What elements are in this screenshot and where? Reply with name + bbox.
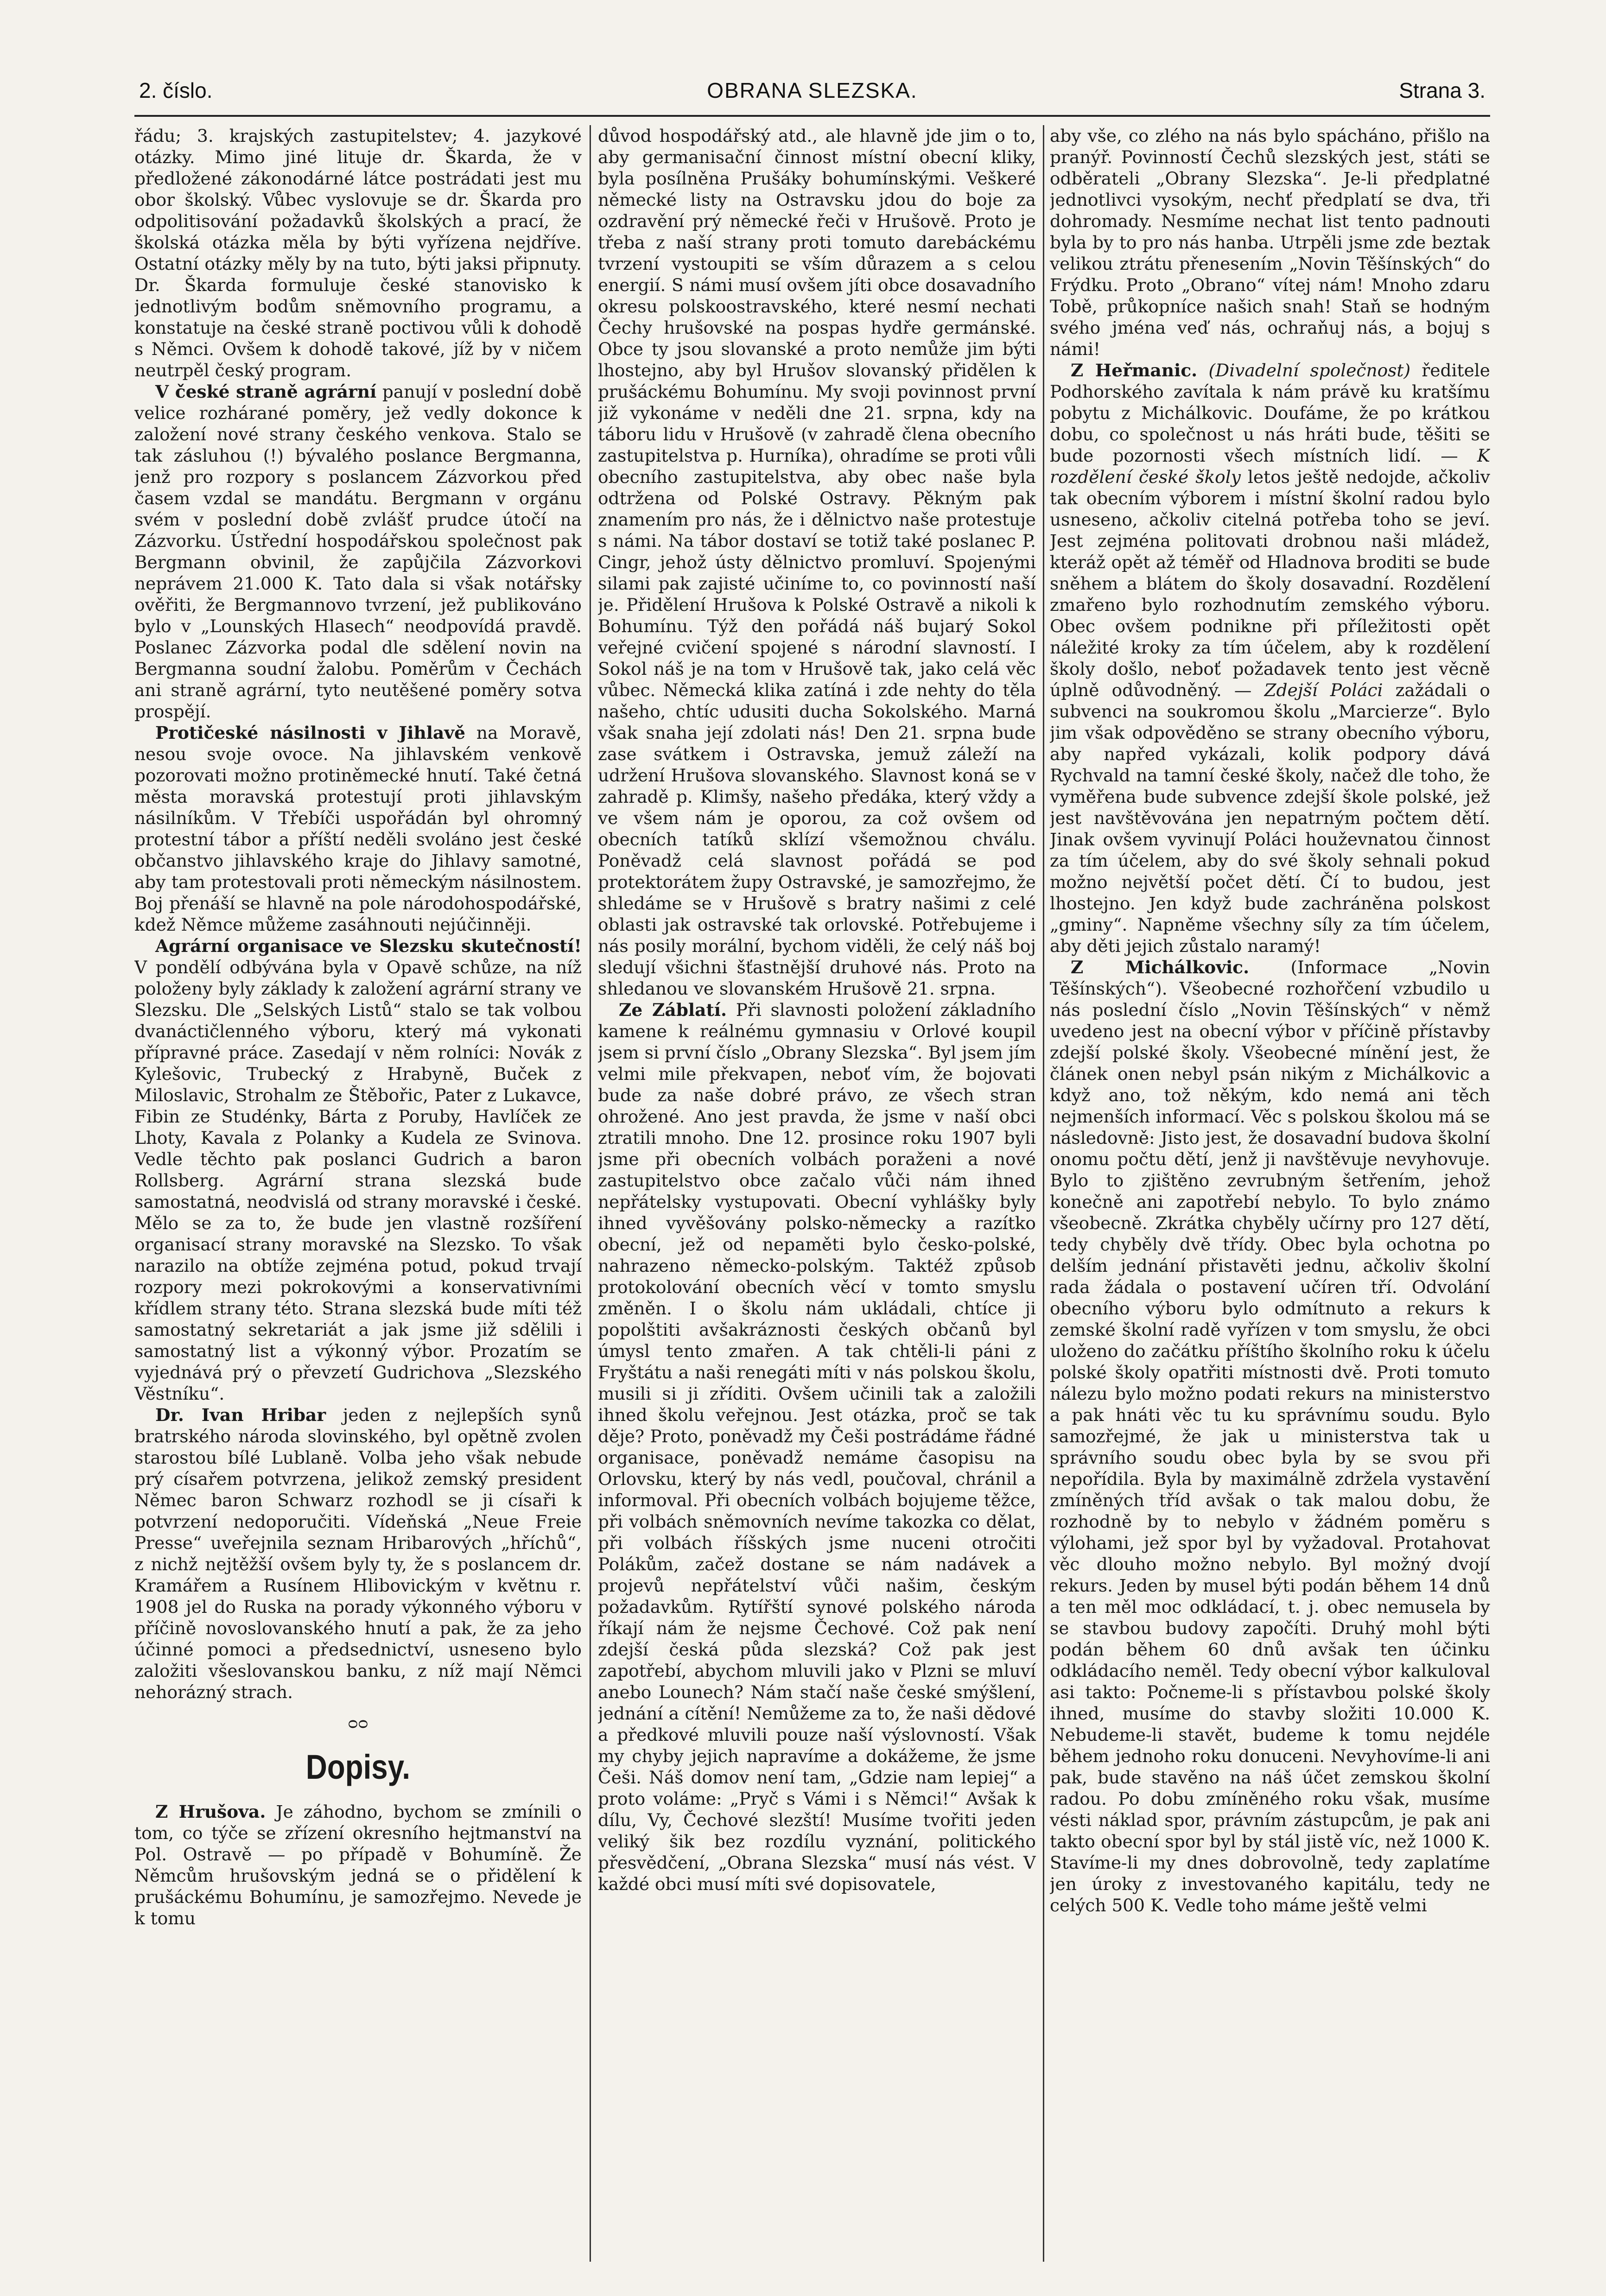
article-heading: Z Heřmanic. [1071,360,1198,381]
article-paragraph [134,722,582,935]
article-paragraph [134,935,582,1404]
column-1 [134,125,582,2262]
newspaper-title: OBRANA SLEZSKA. [707,78,918,102]
page-number: Strana 3. [1399,78,1485,102]
article-paragraph [134,1404,582,1703]
article-paragraph [598,999,1036,1895]
article-subheading: Zdejší Poláci [1251,680,1383,700]
section-ornament: ᴑᴑ [348,1714,368,1732]
article-paragraph: aby vše, co zlého na nás bylo spácháno, přišlo na pranýř. Povinností Čechů slezských jest, státi se odběrateli „Obrany Slezska“. Je-li předplatné jednotlivci vysokým, nechť předplatí se dva, tři dohromady. Nesmíme nechat list tento padnouti byla by to pro nás hanba. Utrpěli jsme zde beztak velikou ztrátu přenesením „Novin Těšínských“ do Frýdku. Proto „Obrano“ vítej nám! Mnoho zdaru Tobě, průkopníce našich snah! Staň se hodným svého jména veď nás, ochraňuj nás, a bojuj s námi! [1050,126,1490,359]
header-rule [134,115,1490,117]
column-3 [1050,125,1490,2262]
article-text: ředitele Podhorského zavítala k nám právě ku kratšímu pobytu z Michálkovic. Doufáme, že po krátkou dobu, co společnost u nás hráti bude, těšiti se bude pozornosti všech místních lidí. — [1050,360,1490,466]
article-subheading: K rozdělení české školy [1050,445,1490,487]
column-2 [598,125,1036,2262]
page-header [134,70,1490,111]
article-text: (Informace „Novin Těšínských“). Všeobecné rozhořčení vzbudilo u nás poslední číslo „Novin Těšínských“ v němž uvedeno jest na obecní výbor v příčině přístavby zdejší polské školy. Všeobecné mínění jest, že článek onen nebyl psán nikým z Michálkovic a když ano, tož někým, kdo nemá ani těch nejmenších informací. Věc s polskou školou má se následovně: Jisto jest, že dosavadní budova školní onomu počtu dětí, jenž ji navštěvuje nevyhovuje. Bylo to zjištěno zevrubným šetřením, jehož konečně ani zapotřebí nebylo. To bylo známo všeobecně. Zkrátka chyběly učírny pro 127 dětí, tedy chyběly dvě třídy. Obec byla ochotna po delším jednání přistavěti jednu, ačkoliv školní rada žádala o postavení učíren tří. Odvolání obecního výboru bylo odmítnuto a rekurs k zemské školní radě vyřízen v tom smyslu, že obci uloženo do začátku příštího školního roku k účelu polské školy opatřiti místnosti dvě. Proti tomuto nálezu bylo možno podati rekurs na ministerstvo a pak hnáti věc tu ku správnímu soudu. Bylo samozřejmé, že jak u ministerstva tak u správního soudu obec byla by se svou při nepořídila. Byla by maximálně zdržela vystavění zmíněných tříd avšak o tak malou dobu, že rozhodně by to nebylo v žádném poměru s výlohami, jež spor byl by vyžadoval. Protahovat věc dlouho možno nebylo. Byl možný dvojí rekurs. Jeden by musel býti podán během 14 dnů a ten měl moc odkládací, t. j. obec nemusela by se stavbou budovy započíti. Druhý mohl býti podán během 60 dnů avšak ten účinku odkládacího neměl. Tedy obecní výbor kalkuloval asi takto: Počneme-li s přístavbou polské školy ihned, musíme do stavby složiti 10.000 K. Nebudeme-li stavět, budeme k tomu nejdéle během jednoho roku donuceni. Nevyhovíme-li ani pak, bude stavěno na náš účet zemskou školní radou. Po dobu zmíněného roku však, musíme vésti náklad spor, právním zástupcům, je pak ani takto obecní spor byl by stál jistě víc, než 1000 K. Stavíme-li my dnes dobrovolně, tedy zaplatíme jen úroky z investovaného kapitálu, tedy ne celých 500 K. Vedle toho máme ještě velmi [1050,957,1490,1915]
article-text: V pondělí odbývána byla v Opavě schůze, na níž položeny byly základy k založení agrární strany ve Slezsku. Dle „Selských Listů“ stalo se tak volbou dvanáctičlenného výboru, který má vykonati přípravné práce. Zasedají v něm rolníci: Novák z Kylešovic, Trubecký z Hrabyně, Buček z Miloslavic, Strohalm ze Štěbořic, Pater z Lukavce, Fibin ze Studénky, Bárta z Poruby, Havlíček ze Lhoty, Kavala z Polanky a Kudela ze Svinova. Vedle těchto pak poslanci Gudrich a baron Rollsberg. Agrární strana slezská bude samostatná, neodvislá od strany moravské i české. Mělo se za to, že bude jen vlastně rozšíření organisací strany moravské na Slezsko. To však narazilo na obtíže zejména potud, pokud trvají rozpory mezi pokrokovými a konservativními křídlem strany této. Strana slezská bude míti též samostatný sekretariát a jak jsme již sdělili i samostatný list a výkonný výbor. Prozatím se vyjednává prý o převzetí Gudrichova „Slezského Věstníku“. [134,957,582,1404]
article-heading: Protičeské násilnosti v Jihlavě [155,723,465,743]
article-paragraph: řádu; 3. krajských zastupitelstev; 4. jazykové otázky. Mimo jiné lituje dr. Škarda, že v předložené zákonodárné látce postrádati jest mu obor školský. Vůbec vyslovuje se dr. Škarda pro odpolitisování požadavků školských a prací, že školská otázka měla by býti vyřízena nejdříve. Ostatní otázky měly by na tuto, býti jaksi připnuty. Dr. Škarda formuluje české stanovisko k jednotlivým bodům sněmovního programu, a konstatuje na české straně poctivou vůli k dohodě s Němci. Ovšem k dohodě takové, jíž by v ničem neutrpěl český program. [134,126,582,381]
article-heading: Ze Záblatí. [619,1000,727,1020]
article-paragraph: důvod hospodářský atd., ale hlavně jde jim o to, aby germanisační činnost místní obecní kliky, byla posílněna Prušáky bohumínskými. Veškeré německé listy na Ostravsku jdou do boje za ozdravění prý německé řeči v Hrušově. Proto je třeba z naší strany proti tomuto darebáckému tvrzení vystoupiti se vším důrazem a s celou energií. S námi musí ovšem jíti obce dosavadního okresu polskoostravského, které nesmí nechati Čechy hrušovské na pospas hydře germánské. Obce ty jsou slovanské a proto nemůže jim býti lhostejno, aby byl Hrušov slovanský přidělen k prušáckému Bohumínu. My svoji povinnost první již vykonáme v neděli dne 21. srpna, kdy na táboru lidu v Hrušově (v zahradě člena obecního zastupitelstva p. Hurníka), ohradíme se proti vůli obecního zastupitelstva, aby obec naše byla odtržena od Polské Ostravy. Pěkným pak znamením pro nás, že i dělnictvo naše protestuje s námi. Na tábor dostaví se totiž také poslanec P. Cingr, jehož ústy dělnictvo promluví. Spojenými silami pak zajisté učiníme to, co povinností naší je. Přidělení Hrušova k Polské Ostravě a nikoli k Bohumínu. Týž den pořádá náš bujarý Sokol veřejné cvičení spojené s národní slavností. I Sokol náš je na tom v Hrušově tak, jako celá věc vůbec. Německá klika zatíná i zde nehty do těla našeho, chtíc udusiti ducha Sokolského. Marná však snaha její zdolati nás! Den 21. srpna bude zase svátkem i Ostravska, jemuž záleží na udržení Hrušova slovanského. Slavnost koná se v zahradě p. Klimšy, našeho předáka, který vždy a ve všem nám je oporou, za což ovšem od obecních tatíků sklízí všemožnou chválu. Poněvadž celá slavnost pořádá se pod protektorátem župy Ostravské, je samozřejmo, že shledáme se v Hrušově s bratry našimi z celé oblasti jak ostravské tak orlovské. Potřebujeme i nás posily morální, bychom viděli, že celý náš boj sledují všichni šťastnější druhové nás. Proto na shledanou ve slovanském Hrušově 21. srpna. [598,126,1036,999]
article-heading: Agrární organisace ve Slezsku skutečností! [155,936,582,956]
article-heading: Z Michálkovic. [1071,957,1250,977]
column-divider [590,125,591,2262]
article-text: zažádali o subvenci na soukromou školu „Marcierze“. Bylo jim však odpověděno se strany obecního výboru, aby napřed vykázali, kolik podpory dává Rychvald na tamní české školy, načež dle toho, že vyměřena bude subvence zdejší škole polské, jež jest navštěvována jen nepatrným počtem dětí. Jinak ovšem vyvinují Poláci houževnatou činnost za tím účelem, aby do své školy sehnali pokud možno největší počet dětí. Čí to budou, jest lhostejno. Jen když bude zachráněna polskost „gminy“. Napněme všechny síly za tím účelem, aby děti jejich zůstalo naramý! [1050,680,1490,956]
section-title-dopisy: Dopisy. [305,1748,411,1786]
article-paragraph [1050,957,1490,1916]
article-text: panují v poslední době velice rozhárané poměry, jež vedly dokonce k založení nové strany českého venkova. Stalo se tak zásluhou (!) bývalého poslance Bergmanna, jenž pro rozpory s poslancem Zázvorkou před časem vzdal se mandátu. Bergmann v orgánu svém v poslední době zvlášť prudce útočí na Zázvorku. Ústřední hospodářskou společnost pak Bergmann obvinil, že zapůjčila Zázvorkovi neprávem 21.000 K. Tato dala si však notářsky ověřiti, že Bergmannovo tvrzení, jež publikováno bylo v „Lounských Hlasech“ neodpovídá pravdě. Poslanec Zázvorka podal dle sdělení novin na Bergmanna soudní žalobu. Poměrům v Čechách ani straně agrární, tyto neutěšené poměry sotva prospějí. [134,381,582,722]
article-text: letos ještě nedojde, ačkoliv tak obecním výborem i místní školní radou bylo usneseno, ačkoliv citelná potřeba toho se jeví. Jest zejména politovati drobnou naši mládež, kteráž opět až téměř od Hladnova broditi se bude sněhem a blátem do školy dosavadní. Rozdělení zmařeno bylo rozhodnutím zemského výboru. Obec ovšem podnikne při příležitosti opět náležité kroky za tím účelem, aby k rozdělení školy došlo, neboť požadavek tento jest věcně úplně odůvodněný. — [1050,467,1490,700]
article-subheading: (Divadelní společnost) [1197,360,1411,381]
article-heading: V české straně agrární [155,381,377,402]
issue-number: 2. číslo. [139,78,213,102]
article-text: Je záhodno, bychom se zmínili o tom, co týče se zřízení okresního hejtmanství na Pol. Ostravě — po případě v Bohumíně. Že Němcům hrušovským jedná se o přidělení k prušáckému Bohumínu, je samozřejmo. Nevede je k tomu [134,1801,582,1928]
article-heading: Z Hrušova. [155,1801,266,1822]
article-paragraph [134,1801,582,1929]
article-text: na Moravě, nesou svoje ovoce. Na jihlavském venkově pozorovati možno protiněmecké hnutí. Také četná města moravská protestují proti jihlavským násilníkům. V Třebíči uspořádán byl ohromný protestní tábor a příští neděli svoláno jest české občanstvo jihlavského kraje do Jihlavy samotné, aby tam protestovali proti německým násilnostem. Boj přenáší se hlavně na pole národohospodářské, kdež Němce můžeme zasáhnouti nejúčinněji. [134,723,582,935]
article-paragraph [134,381,582,722]
column-divider [1043,125,1044,2262]
article-paragraph [1050,360,1490,957]
article-text: Při slavnosti položení základního kamene k reálnému gymnasiu v Orlové koupil jsem si první číslo „Obrany Slezska“. Byl jsem jím velmi mile překvapen, neboť vím, že bojovati bude za naše dobré právo, ze všech stran ohrožené. Ano jest pravda, že jsme v naší obci ztratili mnoho. Dne 12. prosince roku 1907 byli jsme při obecních volbách poraženi a nové zastupitelstvo obce začalo vůči nám ihned nepřátelsky vystupovati. Obecní vyhlášky byly ihned vyvěšovány polsko-německy a razítko obecní, jež od nepaměti bylo česko-polské, nahrazeno německo-polským. Taktéž způsob protokolování obecních věcí v tomto smyslu změněn. I o školu nám ukládali, chtíce ji popolštiti avšakráznosti českých občanů byl úmysl tento zmařen. A tak chtěli-li páni z Fryštátu a naši renegáti míti v nás polskou školu, musili si ji zříditi. Ovšem učinili tak a založili ihned školu veřejnou. Jest otázka, proč se tak děje? Proto, poněvadž my Češi postrádáme řádné organisace, poněvadž nemáme časopisu na Orlovsku, který by nás vedl, poučoval, chránil a informoval. Při obecních volbách bojujeme těžce, při volbách sněmovních nevíme takozka co dělat, při volbách říšských jsme nuceni otročiti Polákům, začež dostane se nám nadávek a projevů nepřátelství vůči našim, českým požadavkům. Rytířští synové polského národa říkají nám že nejsme Čechové. Což pak není zdejší česká půda slezská? Což pak jest zapotřebí, abychom mluvili jako v Plzni se mluví anebo Lounech? Nám stačí naše české smýšlení, jednání a cítění! Nemůžeme za to, že naši dědové a předkové mluvili pouze naší výslovností. Však my chyby jejich napravíme a dokážeme, že jsme Češi. Náš domov není tam, „Gdzie nam lepiej“ a proto voláme: „Pryč s Vámi i s Němci!“ Avšak k dílu, Vy, Čechové slezští! Musíme tvořiti jeden veliký šik bez rozdílu vyznání, politického přesvědčení, „Obrana Slezska“ musí nás vést. V každé obci musí míti své dopisovatele, [598,1000,1036,1894]
article-heading: Dr. Ivan Hribar [155,1405,326,1425]
article-text: jeden z nejlepších synů bratrského národa slovinského, byl opětně zvolen starostou bílé Lublaně. Volba jeho však nebude prý císařem potvrzena, jelikož zemský president Němec baron Schwarz rozhodl se ji císaři k potvrzení nedoporučiti. Vídeňská „Neue Freie Presse“ uveřejnila seznam Hribarových „hříchů“, z nichž nejtěžší ovšem byly ty, že s poslancem dr. Kramářem a Rusínem Hlibovickým v květnu r. 1908 jel do Ruska na porady výkonného výboru v příčině novoslovanského hnutí a pak, že za jeho účinné pomoci a předsednictví, usneseno bylo založiti všeslovanskou banku, z níž mají Němci nehorázný strach. [134,1405,582,1702]
